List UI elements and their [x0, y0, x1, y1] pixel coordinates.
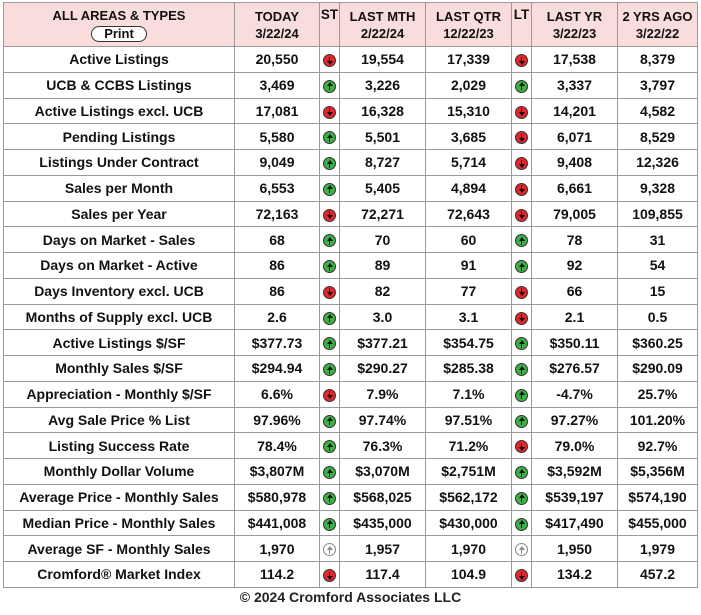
- last-month-value: 5,405: [340, 175, 426, 201]
- long-term-trend-cell: [512, 381, 532, 407]
- last-month-value: $3,070M: [340, 459, 426, 485]
- last-year-value: 92: [532, 253, 618, 279]
- metric-label: Cromford® Market Index: [4, 562, 235, 588]
- header-row: [4, 3, 698, 47]
- long-term-trend-cell: [512, 150, 532, 176]
- metric-label: Active Listings excl. UCB: [4, 98, 235, 124]
- table-row: [4, 562, 698, 588]
- table-row: [4, 175, 698, 201]
- last-quarter-value: 60: [426, 227, 512, 253]
- metric-label: Average Price - Monthly Sales: [4, 484, 235, 510]
- long-term-trend-cell: [512, 510, 532, 536]
- up-arrow-icon: [515, 80, 528, 93]
- last-quarter-value: 17,339: [426, 47, 512, 73]
- table-row: [4, 253, 698, 279]
- last-month-value: $435,000: [340, 510, 426, 536]
- area-type-header: [4, 3, 235, 47]
- two-years-ago-value: 8,529: [618, 124, 698, 150]
- print-button[interactable]: Print: [91, 26, 147, 42]
- up-arrow-icon: [323, 183, 336, 196]
- down-arrow-icon: [515, 440, 528, 453]
- two-years-ago-value: $574,190: [618, 484, 698, 510]
- today-value: 86: [235, 278, 320, 304]
- last-quarter-value: 71.2%: [426, 433, 512, 459]
- short-term-trend-cell: [320, 253, 340, 279]
- short-term-trend-cell: [320, 562, 340, 588]
- metric-label: Sales per Month: [4, 175, 235, 201]
- long-term-trend-cell: [512, 562, 532, 588]
- down-arrow-icon: [515, 106, 528, 119]
- short-term-trend-cell: [320, 175, 340, 201]
- last-month-value: 70: [340, 227, 426, 253]
- metric-label: Median Price - Monthly Sales: [4, 510, 235, 536]
- metric-label: Months of Supply excl. UCB: [4, 304, 235, 330]
- last-quarter-value: 15,310: [426, 98, 512, 124]
- table-row: [4, 536, 698, 562]
- last-year-value: 1,950: [532, 536, 618, 562]
- last-year-value: 9,408: [532, 150, 618, 176]
- last-quarter-value: 77: [426, 278, 512, 304]
- last-year-value: $350.11: [532, 330, 618, 356]
- two-years-ago-value: 109,855: [618, 201, 698, 227]
- short-term-trend-cell: [320, 201, 340, 227]
- long-term-trend-cell: [512, 201, 532, 227]
- down-arrow-icon: [323, 54, 336, 67]
- metric-label: Listings Under Contract: [4, 150, 235, 176]
- short-term-trend-cell: [320, 381, 340, 407]
- st-header: ST: [320, 3, 340, 47]
- short-term-trend-cell: [320, 356, 340, 382]
- short-term-trend-cell: [320, 227, 340, 253]
- last-month-value: 82: [340, 278, 426, 304]
- long-term-trend-cell: [512, 124, 532, 150]
- last-year-value: 78: [532, 227, 618, 253]
- long-term-trend-cell: [512, 175, 532, 201]
- two-years-ago-value: 457.2: [618, 562, 698, 588]
- two-years-ago-value: 54: [618, 253, 698, 279]
- last-month-value: 7.9%: [340, 381, 426, 407]
- last-quarter-value: $430,000: [426, 510, 512, 536]
- today-value: 86: [235, 253, 320, 279]
- today-value: 72,163: [235, 201, 320, 227]
- up-arrow-icon: [515, 363, 528, 376]
- table-row: [4, 98, 698, 124]
- last-month-value: 3.0: [340, 304, 426, 330]
- up-arrow-icon: [515, 492, 528, 505]
- long-term-trend-cell: [512, 407, 532, 433]
- last-quarter-value: $285.38: [426, 356, 512, 382]
- short-term-trend-cell: [320, 330, 340, 356]
- last-year-value: 134.2: [532, 562, 618, 588]
- metric-label: Listing Success Rate: [4, 433, 235, 459]
- table-row: [4, 433, 698, 459]
- down-arrow-icon: [515, 569, 528, 582]
- two-years-ago-value: 101.20%: [618, 407, 698, 433]
- last-year-value: 6,661: [532, 175, 618, 201]
- today-value: 68: [235, 227, 320, 253]
- long-term-trend-cell: [512, 484, 532, 510]
- up-arrow-icon: [323, 363, 336, 376]
- up-arrow-icon: [323, 440, 336, 453]
- today-value: 6,553: [235, 175, 320, 201]
- down-arrow-icon: [323, 106, 336, 119]
- last-quarter-value: 7.1%: [426, 381, 512, 407]
- lt-header: LT: [512, 3, 532, 47]
- two-years-ago-value: 31: [618, 227, 698, 253]
- two-years-ago-label: 2 YRS AGO: [622, 8, 693, 24]
- short-term-trend-cell: [320, 433, 340, 459]
- today-value: 17,081: [235, 98, 320, 124]
- today-value: 5,580: [235, 124, 320, 150]
- down-arrow-icon: [323, 569, 336, 582]
- table-row: [4, 459, 698, 485]
- down-arrow-icon: [515, 312, 528, 325]
- table-row: [4, 510, 698, 536]
- metric-label: Avg Sale Price % List: [4, 407, 235, 433]
- metric-label: Appreciation - Monthly $/SF: [4, 381, 235, 407]
- two-years-ago-value: 4,582: [618, 98, 698, 124]
- down-arrow-icon: [515, 157, 528, 170]
- up-arrow-icon: [515, 415, 528, 428]
- up-arrow-icon: [323, 260, 336, 273]
- today-value: $441,008: [235, 510, 320, 536]
- up-arrow-icon: [323, 131, 336, 144]
- long-term-trend-cell: [512, 47, 532, 73]
- last-month-value: $377.21: [340, 330, 426, 356]
- short-term-trend-cell: [320, 304, 340, 330]
- last-quarter-header: [426, 3, 512, 47]
- last-year-value: 3,337: [532, 72, 618, 98]
- up-arrow-icon: [323, 234, 336, 247]
- two-years-ago-value: 12,326: [618, 150, 698, 176]
- today-value: $580,978: [235, 484, 320, 510]
- two-years-ago-value: 0.5: [618, 304, 698, 330]
- long-term-trend-cell: [512, 98, 532, 124]
- today-value: 9,049: [235, 150, 320, 176]
- last-month-value: 8,727: [340, 150, 426, 176]
- down-arrow-icon: [323, 209, 336, 222]
- last-year-value: -4.7%: [532, 381, 618, 407]
- metric-label: UCB & CCBS Listings: [4, 72, 235, 98]
- table-row: [4, 150, 698, 176]
- up-arrow-icon: [515, 518, 528, 531]
- long-term-trend-cell: [512, 356, 532, 382]
- market-summary-table: [3, 2, 698, 588]
- last-quarter-label: LAST QTR: [436, 8, 501, 24]
- last-quarter-value: 4,894: [426, 175, 512, 201]
- last-month-value: 19,554: [340, 47, 426, 73]
- last-month-label: LAST MTH: [349, 8, 416, 24]
- last-year-header: [532, 3, 618, 47]
- down-arrow-icon: [323, 286, 336, 299]
- last-quarter-value: 1,970: [426, 536, 512, 562]
- table-row: [4, 72, 698, 98]
- today-value: 78.4%: [235, 433, 320, 459]
- two-years-ago-value: 1,979: [618, 536, 698, 562]
- long-term-trend-cell: [512, 304, 532, 330]
- table-row: [4, 484, 698, 510]
- table-row: [4, 381, 698, 407]
- up-arrow-icon: [515, 234, 528, 247]
- last-year-value: 6,071: [532, 124, 618, 150]
- up-arrow-icon: [323, 80, 336, 93]
- neutral-arrow-icon: [515, 543, 528, 556]
- today-value: $294.94: [235, 356, 320, 382]
- last-quarter-value: 3.1: [426, 304, 512, 330]
- today-value: 97.96%: [235, 407, 320, 433]
- last-month-value: 16,328: [340, 98, 426, 124]
- down-arrow-icon: [515, 54, 528, 67]
- last-year-label: LAST YR: [546, 8, 603, 24]
- table-row: [4, 356, 698, 382]
- two-years-ago-value: 25.7%: [618, 381, 698, 407]
- last-year-value: 2.1: [532, 304, 618, 330]
- table-row: [4, 330, 698, 356]
- metric-label: Monthly Dollar Volume: [4, 459, 235, 485]
- last-quarter-value: $354.75: [426, 330, 512, 356]
- metrics-body: [4, 47, 698, 588]
- up-arrow-icon: [323, 312, 336, 325]
- table-row: [4, 407, 698, 433]
- down-arrow-icon: [515, 183, 528, 196]
- last-month-date: 2/22/24: [360, 25, 405, 41]
- today-value: $3,807M: [235, 459, 320, 485]
- up-arrow-icon: [323, 415, 336, 428]
- last-month-value: 76.3%: [340, 433, 426, 459]
- short-term-trend-cell: [320, 124, 340, 150]
- two-years-ago-value: $5,356M: [618, 459, 698, 485]
- up-arrow-icon: [323, 492, 336, 505]
- last-year-value: 17,538: [532, 47, 618, 73]
- last-quarter-value: 104.9: [426, 562, 512, 588]
- short-term-trend-cell: [320, 278, 340, 304]
- up-arrow-icon: [323, 466, 336, 479]
- last-month-header: [340, 3, 426, 47]
- short-term-trend-cell: [320, 150, 340, 176]
- up-arrow-icon: [515, 466, 528, 479]
- metric-label: Days on Market - Sales: [4, 227, 235, 253]
- table-row: [4, 278, 698, 304]
- two-years-ago-value: 92.7%: [618, 433, 698, 459]
- last-year-value: $3,592M: [532, 459, 618, 485]
- metric-label: Days on Market - Active: [4, 253, 235, 279]
- last-month-value: 97.74%: [340, 407, 426, 433]
- last-quarter-value: 91: [426, 253, 512, 279]
- up-arrow-icon: [323, 518, 336, 531]
- two-years-ago-date: 3/22/22: [635, 25, 680, 41]
- down-arrow-icon: [515, 131, 528, 144]
- last-quarter-value: 72,643: [426, 201, 512, 227]
- table-row: [4, 201, 698, 227]
- today-label: TODAY: [254, 8, 300, 24]
- last-month-value: $568,025: [340, 484, 426, 510]
- two-years-ago-value: $290.09: [618, 356, 698, 382]
- two-years-ago-value: $455,000: [618, 510, 698, 536]
- last-quarter-value: $2,751M: [426, 459, 512, 485]
- neutral-arrow-icon: [323, 543, 336, 556]
- long-term-trend-cell: [512, 433, 532, 459]
- two-years-ago-header: [618, 3, 698, 47]
- up-arrow-icon: [323, 337, 336, 350]
- two-years-ago-value: 8,379: [618, 47, 698, 73]
- metric-label: Sales per Year: [4, 201, 235, 227]
- today-date: 3/22/24: [255, 25, 299, 41]
- last-year-date: 3/22/23: [552, 25, 597, 41]
- short-term-trend-cell: [320, 510, 340, 536]
- area-type-title: ALL AREAS & TYPES: [52, 8, 186, 23]
- last-year-value: 79,005: [532, 201, 618, 227]
- metric-label: Active Listings $/SF: [4, 330, 235, 356]
- last-year-value: $539,197: [532, 484, 618, 510]
- two-years-ago-value: 9,328: [618, 175, 698, 201]
- table-row: [4, 304, 698, 330]
- short-term-trend-cell: [320, 536, 340, 562]
- two-years-ago-value: 3,797: [618, 72, 698, 98]
- short-term-trend-cell: [320, 407, 340, 433]
- today-value: 114.2: [235, 562, 320, 588]
- up-arrow-icon: [515, 260, 528, 273]
- last-year-value: 79.0%: [532, 433, 618, 459]
- down-arrow-icon: [515, 286, 528, 299]
- today-value: 3,469: [235, 72, 320, 98]
- long-term-trend-cell: [512, 459, 532, 485]
- today-value: 2.6: [235, 304, 320, 330]
- last-month-value: 89: [340, 253, 426, 279]
- up-arrow-icon: [515, 389, 528, 402]
- short-term-trend-cell: [320, 98, 340, 124]
- copyright-footer: © 2024 Cromford Associates LLC: [239, 589, 462, 605]
- today-value: $377.73: [235, 330, 320, 356]
- today-value: 20,550: [235, 47, 320, 73]
- last-quarter-value: 3,685: [426, 124, 512, 150]
- long-term-trend-cell: [512, 536, 532, 562]
- today-value: 1,970: [235, 536, 320, 562]
- last-quarter-value: 5,714: [426, 150, 512, 176]
- table-row: [4, 227, 698, 253]
- last-month-value: $290.27: [340, 356, 426, 382]
- long-term-trend-cell: [512, 72, 532, 98]
- last-quarter-date: 12/22/23: [443, 25, 494, 41]
- last-quarter-value: 97.51%: [426, 407, 512, 433]
- short-term-trend-cell: [320, 47, 340, 73]
- today-header: [235, 3, 320, 47]
- last-month-value: 117.4: [340, 562, 426, 588]
- last-month-value: 72,271: [340, 201, 426, 227]
- long-term-trend-cell: [512, 253, 532, 279]
- down-arrow-icon: [323, 389, 336, 402]
- metric-label: Days Inventory excl. UCB: [4, 278, 235, 304]
- down-arrow-icon: [515, 209, 528, 222]
- last-year-value: 14,201: [532, 98, 618, 124]
- metric-label: Pending Listings: [4, 124, 235, 150]
- two-years-ago-value: 15: [618, 278, 698, 304]
- two-years-ago-value: $360.25: [618, 330, 698, 356]
- short-term-trend-cell: [320, 484, 340, 510]
- last-month-value: 3,226: [340, 72, 426, 98]
- today-value: 6.6%: [235, 381, 320, 407]
- last-year-value: $276.57: [532, 356, 618, 382]
- metric-label: Active Listings: [4, 47, 235, 73]
- short-term-trend-cell: [320, 72, 340, 98]
- last-year-value: 97.27%: [532, 407, 618, 433]
- table-row: [4, 124, 698, 150]
- short-term-trend-cell: [320, 459, 340, 485]
- last-quarter-value: 2,029: [426, 72, 512, 98]
- last-quarter-value: $562,172: [426, 484, 512, 510]
- long-term-trend-cell: [512, 330, 532, 356]
- last-year-value: $417,490: [532, 510, 618, 536]
- last-year-value: 66: [532, 278, 618, 304]
- metric-label: Average SF - Monthly Sales: [4, 536, 235, 562]
- long-term-trend-cell: [512, 278, 532, 304]
- up-arrow-icon: [323, 157, 336, 170]
- metric-label: Monthly Sales $/SF: [4, 356, 235, 382]
- table-row: [4, 47, 698, 73]
- up-arrow-icon: [515, 337, 528, 350]
- last-month-value: 5,501: [340, 124, 426, 150]
- long-term-trend-cell: [512, 227, 532, 253]
- last-month-value: 1,957: [340, 536, 426, 562]
